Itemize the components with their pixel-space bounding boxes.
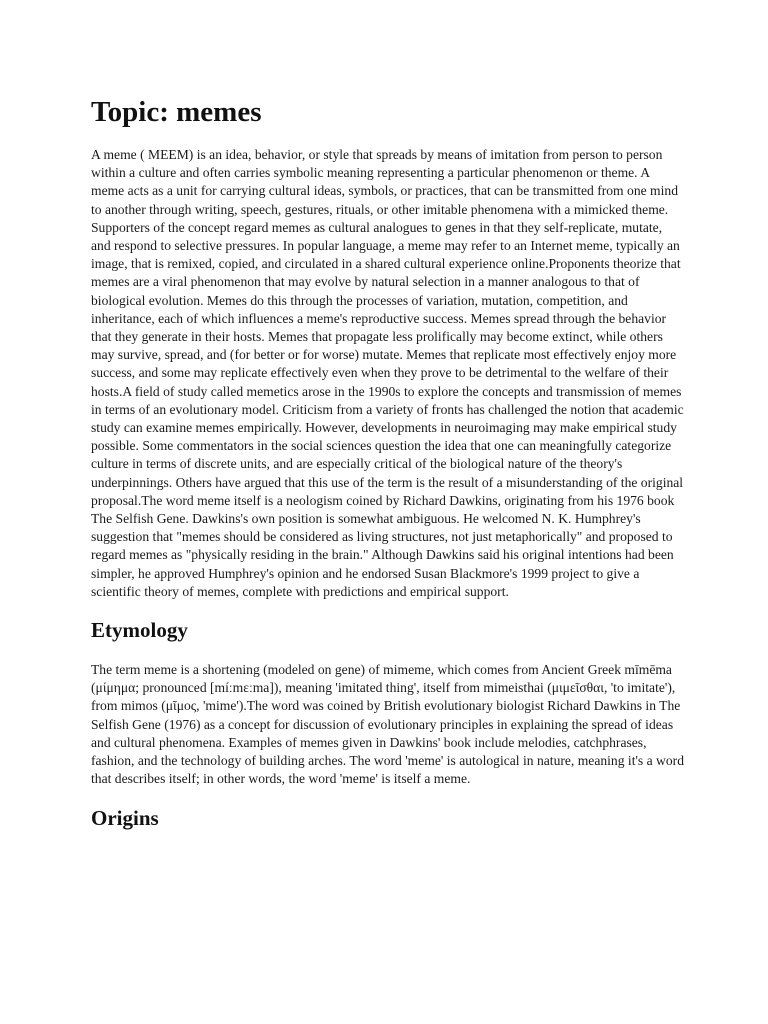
section-heading-etymology: Etymology [91,618,188,643]
etymology-paragraph: The term meme is a shortening (modeled on gene) of mimeme, which comes from Ancient Greek mīmēma (μίμημα; pronounced [míːmɛːma]), meaning 'imitated thing', itself from mimeisthai (μιμεῖσθαι, 'to imitate'), from mimos (μῖμος, 'mime').The word was coined by British evolutionary biologist Richard Dawkins in The Selfish Gene (1976) as a concept for discussion of evolutionary principles in explaining the spread of ideas and cultural phenomena. Examples of memes given in Dawkins' book include melodies, catchphrases, fashion, and the technology of building arches. The word 'meme' is autological in nature, meaning it's a word that describes itself; in other words, the word 'meme' is itself a meme. [91,662,684,787]
intro-paragraph: A meme ( MEEM) is an idea, behavior, or style that spreads by means of imitation from person to person within a culture and often carries symbolic meaning representing a particular phenomenon or theme. A meme acts as a unit for carrying cultural ideas, symbols, or practices, that can be transmitted from one mind to another through writing, speech, gestures, rituals, or other imitable phenomena with a mimicked theme. Supporters of the concept regard memes as cultural analogues to genes in that they self-replicate, mutate, and respond to selective pressures. In popular language, a meme may refer to an Internet meme, typically an image, that is remixed, copied, and circulated in a shared cultural experience online.Proponents theorize that memes are a viral phenomenon that may evolve by natural selection in a manner analogous to that of biological evolution. Memes do this through the processes of variation, mutation, competition, and inheritance, each of which influences a meme's reproductive success. Memes spread through the behavior that they generate in their hosts. Memes that propagate less prolifically may become extinct, while others may survive, spread, and (for better or for worse) mutate. Memes that replicate most effectively enjoy more success, and some may replicate effectively even when they prove to be detrimental to the welfare of their hosts.A field of study called memetics arose in the 1990s to explore the concepts and transmission of memes in terms of an evolutionary model. Criticism from a variety of fronts has challenged the notion that academic study can examine memes empirically. However, developments in neuroimaging may make empirical study possible. Some commentators in the social sciences question the idea that one can meaningfully categorize culture in terms of discrete units, and are especially critical of the biological nature of the theory's underpinnings. Others have argued that this use of the term is the result of a misunderstanding of the original proposal.The word meme itself is a neologism coined by Richard Dawkins, originating from his 1976 book The Selfish Gene. Dawkins's own position is somewhat ambiguous. He welcomed N. K. Humphrey's suggestion that "memes should be considered as living structures, not just metaphorically" and proposed to regard memes as "physically residing in the brain." Although Dawkins said his original intentions had been simpler, he approved Humphrey's opinion and he endorsed Susan Blackmore's 1999 project to give a scientific theory of memes, complete with predictions and empirical support. [91,147,684,599]
section-heading-origins: Origins [91,805,159,830]
page-title: Topic: memes [91,96,262,128]
